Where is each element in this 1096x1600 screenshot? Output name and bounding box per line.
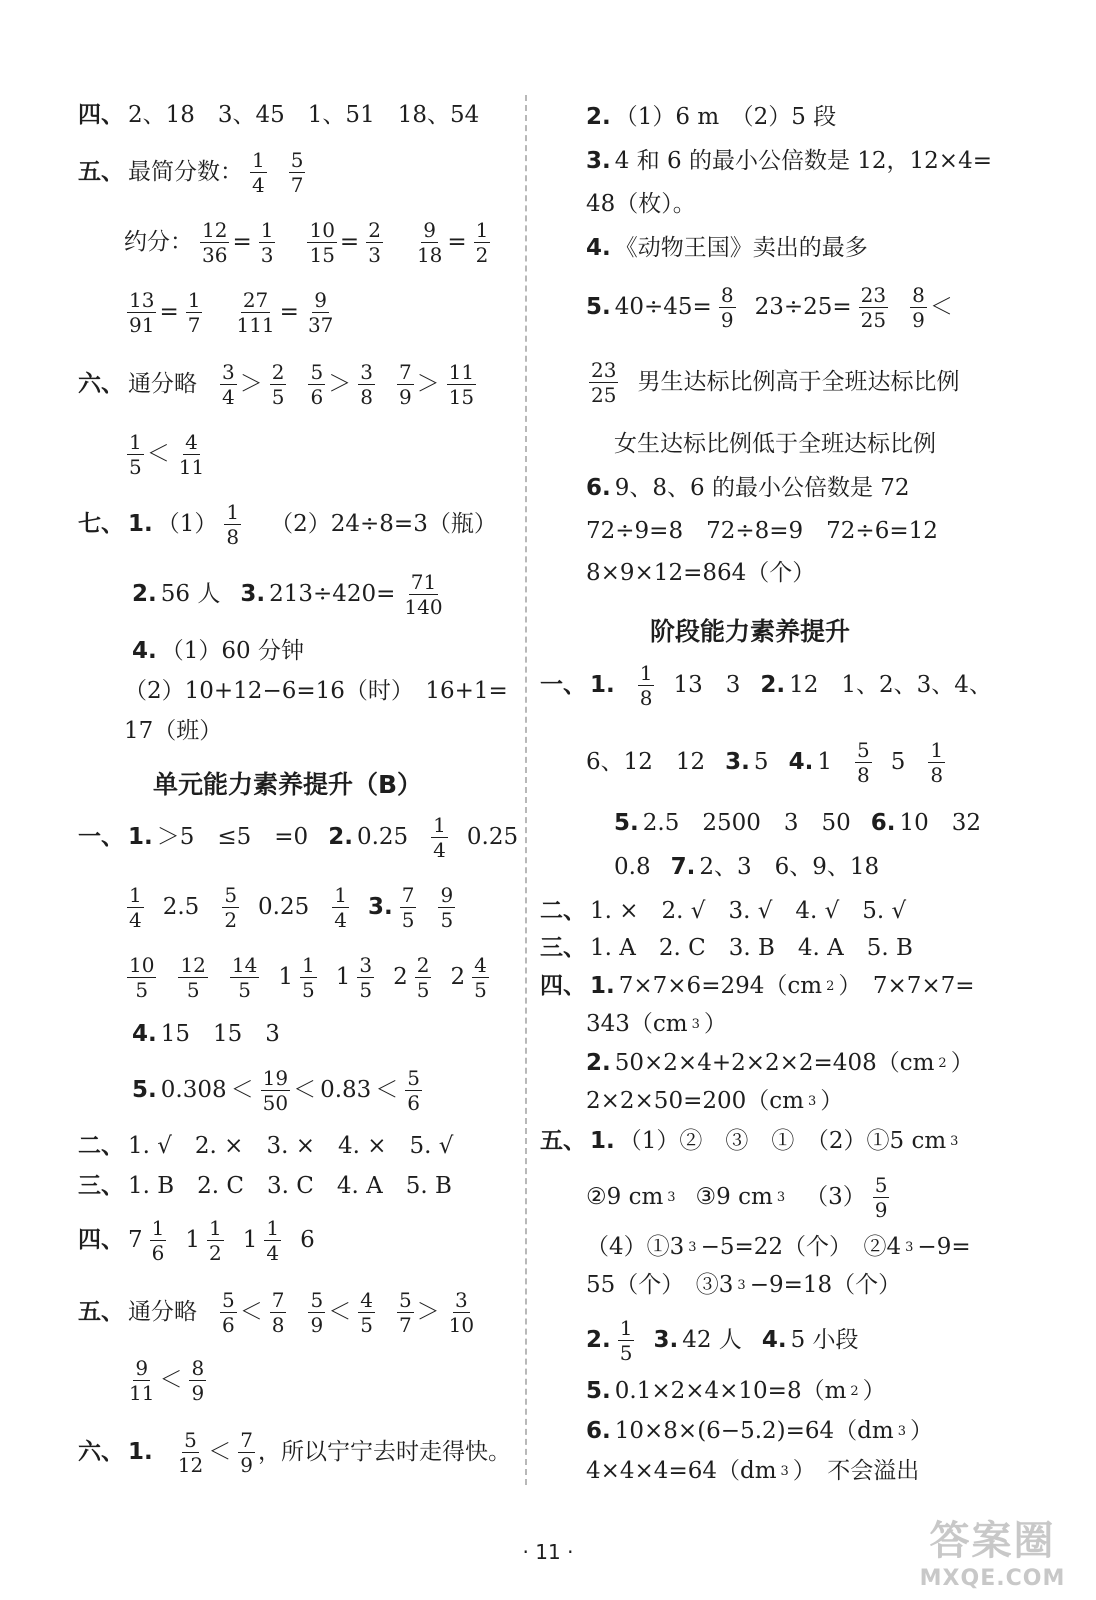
fraction: $\frac{1}{5}$	[302, 953, 315, 1002]
right-s5-c: （4）①3 3 −5=22（个） ②4 3 −9=	[586, 1234, 971, 1260]
right-s5-6: 6. 10×8×(6−5.2)=64（dm 3 ）	[586, 1418, 933, 1444]
fraction: $\frac{14}{5}$	[231, 953, 258, 1002]
right-s3: 三、 1. A 2. C 3. B 4. A 5. B	[540, 935, 913, 961]
right-q5b: $\frac{23}{25}$ 男生达标比例高于全班达标比例	[591, 358, 960, 407]
fraction: $\frac{9}{18}$	[416, 218, 443, 267]
fraction: $\frac{1}{2}$	[209, 1216, 222, 1265]
fraction: $\frac{1}{3}$	[260, 218, 274, 267]
right-q5c: 女生达标比例低于全班达标比例	[614, 431, 936, 457]
fraction: $\frac{2}{3}$	[368, 218, 381, 267]
fraction: $\frac{19}{50}$	[262, 1066, 289, 1115]
left-q7-4b: （2）10+12−6=16（时） 16+1=	[124, 678, 508, 704]
fraction: $\frac{5}{6}$	[222, 1288, 235, 1337]
fraction: $\frac{9}{11}$	[129, 1356, 155, 1405]
fraction: $\frac{27}{111}$	[236, 288, 275, 337]
fraction: $\frac{1}{4}$	[334, 883, 347, 932]
left-q7-4c: 17（班）	[124, 718, 223, 744]
fraction: $\frac{11}{15}$	[448, 360, 475, 409]
fraction: $\frac{13}{91}$	[129, 288, 155, 337]
fraction: $\frac{10}{5}$	[129, 953, 155, 1002]
right-s5-b: ②9 cm 3 ③9 cm 3 （3） $\frac{5}{9}$	[586, 1173, 888, 1222]
fraction: $\frac{1}{2}$	[475, 218, 489, 267]
fraction: $\frac{8}{9}$	[191, 1356, 205, 1405]
left-b2: 二、 1. √ 2. × 3. × 4. × 5. √	[78, 1133, 454, 1159]
page-number: · 11 ·	[522, 1540, 574, 1564]
fraction: $\frac{5}{7}$	[398, 1288, 412, 1337]
fraction: $\frac{1}{4}$	[433, 813, 446, 862]
fraction: $\frac{7}{9}$	[398, 360, 412, 409]
left-b1-5: 5. 0.308 ＜ $\frac{19}{50}$ ＜ 0.83 ＜ $\frac{5}{6}$	[132, 1066, 421, 1115]
right-q6b: 72÷9=8 72÷8=9 72÷6=12	[586, 518, 938, 544]
right-s5: 五、 1. （1）② ③ ① （2）①5 cm 3	[540, 1128, 959, 1154]
fraction: $\frac{5}{8}$	[856, 738, 870, 787]
watermark-logo: 答案圈 MXQE.COM	[919, 1518, 1066, 1591]
fraction: $\frac{8}{9}$	[720, 283, 734, 332]
fraction: $\frac{10}{15}$	[309, 218, 335, 267]
left-q5-yuefen-2: $\frac{13}{91}$ = $\frac{1}{7}$ $\frac{27}{111}$ = $\frac{9}{37}$	[129, 288, 334, 337]
left-b1-3: $\frac{10}{5}$ $\frac{12}{5}$ $\frac{14}{5}$ 1 $\frac{1}{5}$ 1 $\frac{3}{5}$ 2 $\frac{2}{5}$ 2 $\frac{4}{5}$	[129, 953, 487, 1002]
fraction: $\frac{1}{6}$	[151, 1216, 165, 1265]
right-s4-b: 343（cm 3 ）	[586, 1011, 727, 1037]
fraction: $\frac{1}{8}$	[930, 738, 944, 787]
fraction: $\frac{9}{5}$	[440, 883, 454, 932]
left-b5-2: $\frac{9}{11}$ ＜ $\frac{8}{9}$	[129, 1356, 205, 1405]
left-b1: 一、 1. ＞5 ≤5 =0 2. 0.25 $\frac{1}{4}$ 0.25	[78, 813, 519, 862]
fraction: $\frac{3}{5}$	[359, 953, 373, 1002]
right-s1-3: 5. 2.5 2500 3 50 6. 10 32	[614, 810, 982, 836]
fraction: $\frac{3}{4}$	[222, 360, 235, 409]
fraction: $\frac{2}{5}$	[416, 953, 430, 1002]
fraction: $\frac{7}{5}$	[401, 883, 415, 932]
right-q3b: 48（枚）。	[586, 191, 696, 217]
fraction: $\frac{1}{4}$	[252, 148, 265, 197]
left-b4: 四、 7 $\frac{1}{6}$ 1 $\frac{1}{2}$ 1 $\frac{1}{4}$ 6	[78, 1216, 315, 1265]
right-q6c: 8×9×12=864（个）	[586, 560, 816, 586]
fraction: $\frac{7}{9}$	[240, 1428, 253, 1477]
fraction: $\frac{9}{37}$	[307, 288, 334, 337]
right-s2: 二、 1. × 2. √ 3. √ 4. √ 5. √	[540, 898, 907, 924]
right-s5-d: 55（个） ③3 3 −9=18（个）	[586, 1272, 902, 1298]
right-s1-4: 0.8 7. 2、3 6、9、18	[614, 854, 880, 880]
fraction: $\frac{1}{4}$	[266, 1216, 280, 1265]
left-b3: 三、 1. B 2. C 3. C 4. A 5. B	[78, 1173, 452, 1199]
fraction: $\frac{5}{9}$	[874, 1173, 888, 1222]
fraction: $\frac{4}{5}$	[474, 953, 487, 1002]
right-s5-6b: 4×4×4=64（dm 3 ） 不会溢出	[586, 1458, 920, 1484]
left-b1-2: $\frac{1}{4}$ 2.5 $\frac{5}{2}$ 0.25 $\frac{1}{4}$ 3. $\frac{7}{5}$ $\frac{9}{5}$	[129, 883, 454, 932]
fraction: $\frac{4}{5}$	[360, 1288, 373, 1337]
right-s1: 一、 1. $\frac{1}{8}$ 13 3 2. 12 1、2、3、4、	[540, 661, 992, 710]
left-q5-yuefen: 约分： $\frac{12}{36}$ = $\frac{1}{3}$ $\frac{10}{15}$ = $\frac{2}{3}$ $\frac{9}{18}$ = $\frac{1}{2}$	[124, 218, 489, 267]
fraction: $\frac{71}{140}$	[404, 570, 443, 619]
fraction: $\frac{1}{5}$	[619, 1316, 633, 1365]
right-q2: 2. （1）6 m （2）5 段	[586, 104, 837, 130]
fraction: $\frac{23}{25}$	[591, 358, 617, 407]
fraction: $\frac{3}{8}$	[360, 360, 373, 409]
left-b6: 六、 1. $\frac{5}{12}$ ＜ $\frac{7}{9}$ ，所以宁宁去时走得快。	[78, 1428, 511, 1477]
section-heading-unit-b: 单元能力素养提升（B）	[153, 770, 423, 799]
fraction: $\frac{5}{12}$	[177, 1428, 204, 1477]
column-divider	[525, 95, 527, 1485]
right-q6: 6. 9、8、6 的最小公倍数是 72	[586, 475, 910, 501]
fraction: $\frac{1}{8}$	[639, 661, 653, 710]
fraction: $\frac{5}{2}$	[224, 883, 238, 932]
right-s5-5: 5. 0.1×2×4×10=8（m 2 ）	[586, 1378, 886, 1404]
right-s4: 四、 1. 7×7×6=294（cm 2 ） 7×7×7=	[540, 973, 975, 999]
fraction: $\frac{12}{5}$	[180, 953, 206, 1002]
right-s4-2b: 2×2×50=200（cm 3 ）	[586, 1088, 844, 1114]
right-q5: 5. 40÷45= $\frac{8}{9}$ 23÷25= $\frac{23}{25}$ $\frac{8}{9}$ ＜	[586, 283, 953, 332]
fraction: $\frac{23}{25}$	[860, 283, 887, 332]
left-b1-4: 4. 15 15 3	[132, 1021, 280, 1047]
fraction: $\frac{5}{9}$	[310, 1288, 324, 1337]
fraction: $\frac{2}{5}$	[271, 360, 285, 409]
fraction: $\frac{4}{11}$	[178, 430, 205, 479]
right-s4-2: 2. 50×2×4+2×2×2=408（cm 2 ）	[586, 1050, 974, 1076]
fraction: $\frac{12}{36}$	[202, 218, 228, 267]
left-q7-2: 2. 56 人 3. 213÷420= $\frac{71}{140}$	[132, 570, 443, 619]
left-q6: 六、 通分略 $\frac{3}{4}$ ＞ $\frac{2}{5}$ $\frac{5}{6}$ ＞ $\frac{3}{8}$ $\frac{7}{9}$ ＞ $\frac{11}{15}$	[78, 360, 475, 409]
section-heading-stage: 阶段能力素养提升	[650, 617, 851, 646]
left-q7: 七、 1. （1） $\frac{1}{8}$ （2）24÷8=3（瓶）	[78, 500, 497, 549]
fraction: $\frac{1}{7}$	[187, 288, 201, 337]
right-q3: 3. 4 和 6 的最小公倍数是 12，12×4=	[586, 148, 992, 174]
fraction: $\frac{5}{6}$	[310, 360, 324, 409]
fraction: $\frac{5}{6}$	[407, 1066, 421, 1115]
left-q4: 四、 2、18 3、45 1、51 18、54	[78, 102, 480, 128]
fraction: $\frac{1}{5}$	[129, 430, 142, 479]
fraction: $\frac{1}{4}$	[129, 883, 142, 932]
fraction: $\frac{5}{7}$	[290, 148, 304, 197]
fraction: $\frac{8}{9}$	[912, 283, 925, 332]
right-q4: 4. 《动物王国》卖出的最多	[586, 235, 868, 261]
fraction: $\frac{1}{8}$	[226, 500, 240, 549]
fraction: $\frac{3}{10}$	[448, 1288, 475, 1337]
right-s1-2: 6、12 12 3. 5 4. 1 $\frac{5}{8}$ 5 $\frac{1}{8}$	[586, 738, 944, 787]
left-q7-4: 4. （1）60 分钟	[132, 638, 304, 664]
right-s5-2: 2. $\frac{1}{5}$ 3. 42 人 4. 5 小段	[586, 1316, 859, 1365]
left-b5: 五、 通分略 $\frac{5}{6}$ ＜ $\frac{7}{8}$ $\frac{5}{9}$ ＜ $\frac{4}{5}$ $\frac{5}{7}$ ＞ $\frac{3}{10}$	[78, 1288, 475, 1337]
left-q6-2: $\frac{1}{5}$ ＜ $\frac{4}{11}$	[129, 430, 205, 479]
fraction: $\frac{7}{8}$	[271, 1288, 285, 1337]
left-q5: 五、 最简分数： $\frac{1}{4}$ $\frac{5}{7}$	[78, 148, 304, 197]
